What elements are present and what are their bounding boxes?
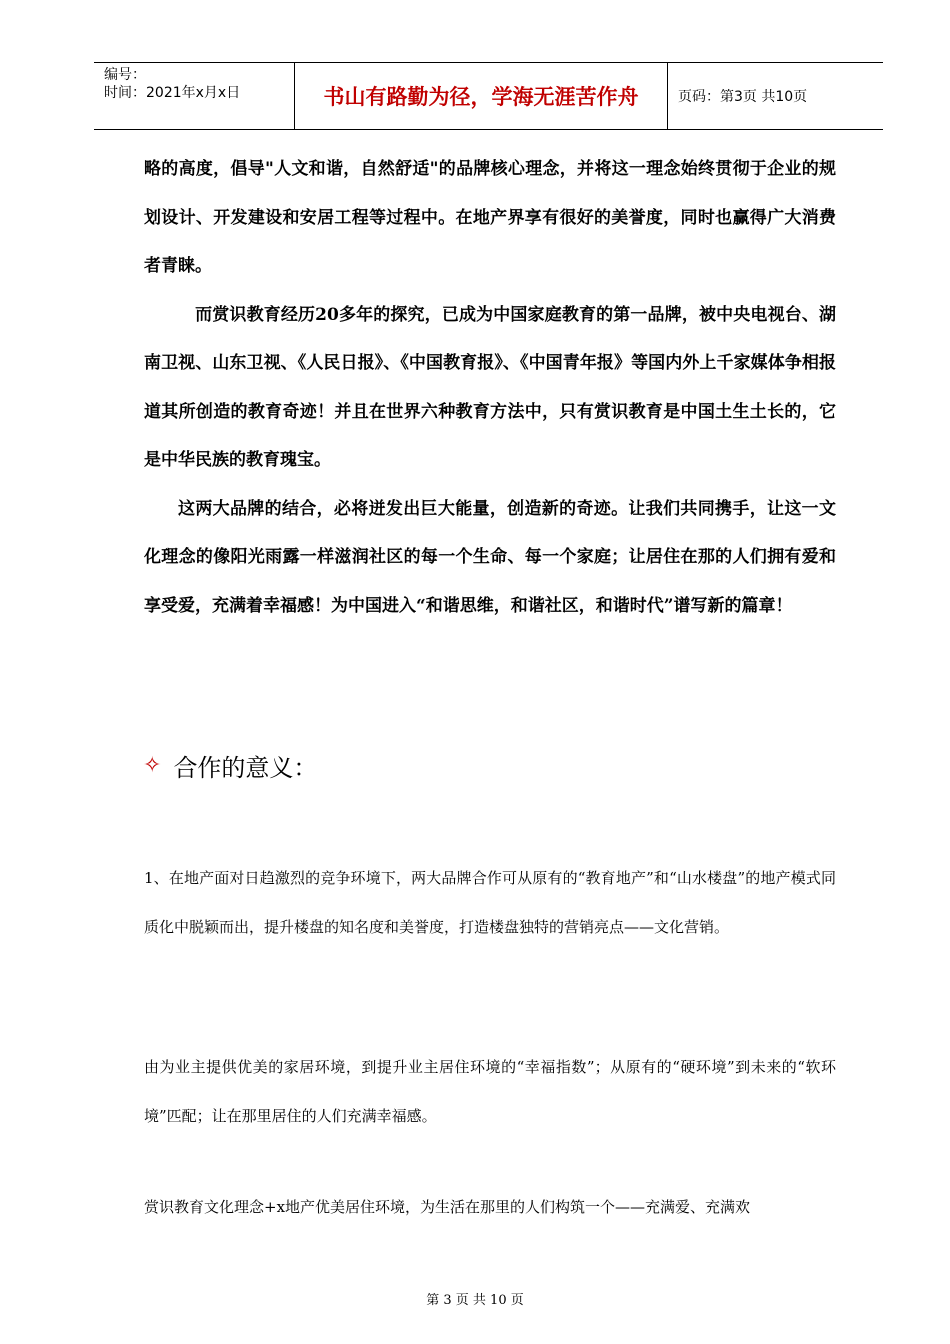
header-motto: 书山有路勤为径，学海无涯苦作舟 <box>295 63 668 129</box>
header-left-cell <box>94 63 295 129</box>
paragraph-brand-combination: 这两大品牌的结合，必将迸发出巨大能量，创造新的奇迹。让我们共同携手，让这一文化理念的像阳光雨露一样滋润社区的每一个生命、每一个家庭；让居住在那的人们拥有爱和享受爱，充满着幸福感！为中国进入“和谐思维，和谐社区，和谐时代”谱写新的篇章！ <box>144 498 836 616</box>
paragraph-significance-3: 赏识教育文化理念+x地产优美居住环境，为生活在那里的人们构筑一个——充满爱、充满欢 <box>144 1198 751 1216</box>
page-header <box>94 62 883 130</box>
section-heading-text: 合作的意义： <box>173 754 318 782</box>
normal-paragraph-3-block <box>144 1183 836 1232</box>
document-number-label: 编号： <box>104 67 146 83</box>
page-footer: 第 3 页 共 10 页 <box>426 1293 524 1308</box>
paragraph-brand-concept: 略的高度，倡导"人文和谐，自然舒适"的品牌核心理念，并将这一理念始终贯彻于企业的规划设计、开发建设和安居工程等过程中。在地产界享有很好的美誉度，同时也赢得广大消费者青睐。 <box>144 159 836 276</box>
diamond-bullet-icon: ✧ <box>143 753 162 778</box>
paragraph-significance-2: 由为业主提供优美的家居环境，到提升业主居住环境的“幸福指数”；从原有的“硬环境”到未来的“软环境”匹配；让在那里居住的人们充满幸福感。 <box>144 1058 836 1125</box>
header-page-info: 页码：第3页 共10页 <box>678 89 808 105</box>
document-time-label: 时间：2021年x月x日 <box>104 85 241 101</box>
bold-paragraph-block <box>144 145 836 630</box>
normal-paragraph-2-block <box>144 1043 836 1141</box>
paragraph-appreciation-education: 而赏识教育经历20多年的探究，已成为中国家庭教育的第一品牌，被中央电视台、湖南卫视、山东卫视、《人民日报》、《中国教育报》、《中国青年报》等国内外上千家媒体争相报道其所创造的教育奇迹！并且在世界六种教育方法中，只有赏识教育是中国土生土长的，它是中华民族的教育瑰宝。 <box>144 304 836 470</box>
paragraph-significance-1: 1、在地产面对日趋激烈的竞争环境下，两大品牌合作可从原有的“教育地产”和“山水楼盘”的地产模式同质化中脱颖而出，提升楼盘的知名度和美誉度，打造楼盘独特的营销亮点——文化营销。 <box>144 869 836 936</box>
normal-paragraph-1-block <box>144 854 836 952</box>
section-heading <box>143 748 317 783</box>
